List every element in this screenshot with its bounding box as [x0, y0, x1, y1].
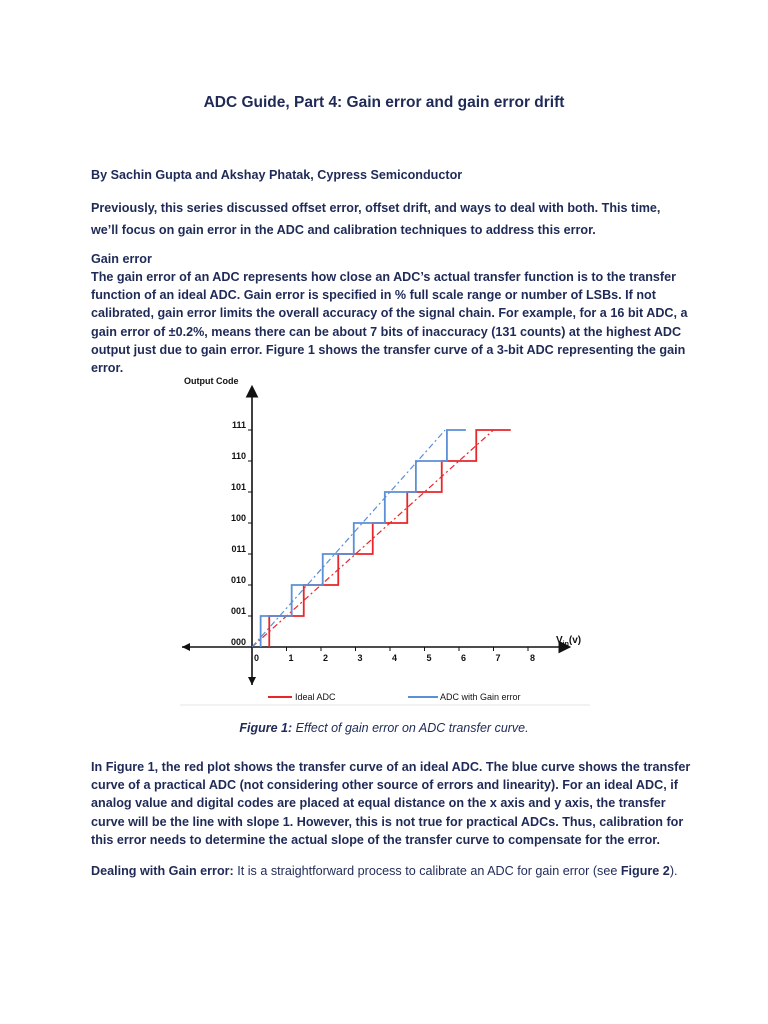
x-tick-label: 1 — [288, 653, 294, 663]
x-tick-label: 0 — [254, 653, 260, 663]
x-tick-label: 2 — [323, 653, 329, 663]
gain-error-series — [261, 430, 466, 647]
x-axis-left-arrow — [182, 643, 190, 651]
dealing-lead: Dealing with Gain error: — [91, 864, 234, 878]
figure-1-explanation-paragraph: In Figure 1, the red plot shows the transfer curve of an ideal ADC. The blue curve shows the transfer curve of a practical ADC (not considering other source of errors and linearity). For an ideal ADC, if analog value and digital codes are placed at equal distance on the x axis and y axis, the transfer curve will be the line with slope 1. However, this is not true for practical ADCs. Thus, calibration for this error needs to determine the actual slope of the transfer curve to compensate for the error. — [91, 760, 691, 847]
document-title: ADC Guide, Part 4: Gain error and gain error drift — [203, 94, 565, 111]
y-tick-label: 110 — [231, 451, 246, 461]
dealing-with-gain-error-paragraph — [91, 862, 691, 880]
y-tick-label: 001 — [230, 606, 246, 616]
section-heading-gain-error: Gain error — [91, 252, 152, 266]
y-tick-label: 111 — [231, 420, 246, 430]
y-axis-bottom-arrow — [248, 677, 256, 685]
x-tick-label: 4 — [392, 653, 398, 663]
intro-paragraph: Previously, this series discussed offset error, offset drift, and ways to deal with both. This time, we’ll focus on gain error in the ADC and calibration techniques to address this error. — [91, 201, 661, 237]
figure-2-reference: Figure 2 — [620, 864, 670, 878]
figure-caption — [0, 721, 768, 735]
y-tick-label: 000 — [230, 637, 246, 647]
x-tick-label: 6 — [461, 653, 467, 663]
x-tick-label: 7 — [495, 653, 501, 663]
adc-transfer-chart — [180, 370, 590, 710]
figure-caption-text: Effect of gain error on ADC transfer curve. — [292, 721, 529, 735]
legend-label-ideal: Ideal ADC — [295, 692, 336, 702]
x-tick-label: 8 — [530, 653, 536, 663]
ideal-adc-series — [269, 430, 511, 647]
x-tick-label: 3 — [357, 653, 363, 663]
y-tick-label: 010 — [230, 575, 246, 585]
x-axis-label: $V_{in}(v)$ — [556, 635, 582, 648]
y-tick-label: 100 — [230, 513, 246, 523]
y-axis-label: Output Code — [184, 376, 239, 386]
figure-1-chart — [180, 370, 590, 710]
dealing-text-end: ). — [669, 864, 678, 878]
figure-caption-label: Figure 1: — [239, 721, 293, 735]
y-tick-label: 011 — [231, 544, 246, 554]
y-tick-label: 101 — [230, 482, 246, 492]
legend-label-gain-error: ADC with Gain error — [440, 692, 521, 702]
byline: By Sachin Gupta and Akshay Phatak, Cypress Semiconductor — [91, 168, 463, 182]
dealing-text-start: It is a straightforward process to calibrate an ADC for gain error (see — [233, 864, 621, 878]
gain-error-paragraph: The gain error of an ADC represents how close an ADC’s actual transfer function is to the transfer function of an ideal ADC. Gain error is specified in % full scale range or number of LSBs. If not calibrated, gain error limits the overall accuracy of the signal chain. For example, for a 16 bit ADC, a gain error of ±0.2%, means there can be about 7 bits of inaccuracy (131 counts) at the highest ADC output just due to gain error. Figure 1 shows the transfer curve of a 3-bit ADC representing the gain error. — [91, 270, 688, 376]
x-tick-label: 5 — [426, 653, 432, 663]
